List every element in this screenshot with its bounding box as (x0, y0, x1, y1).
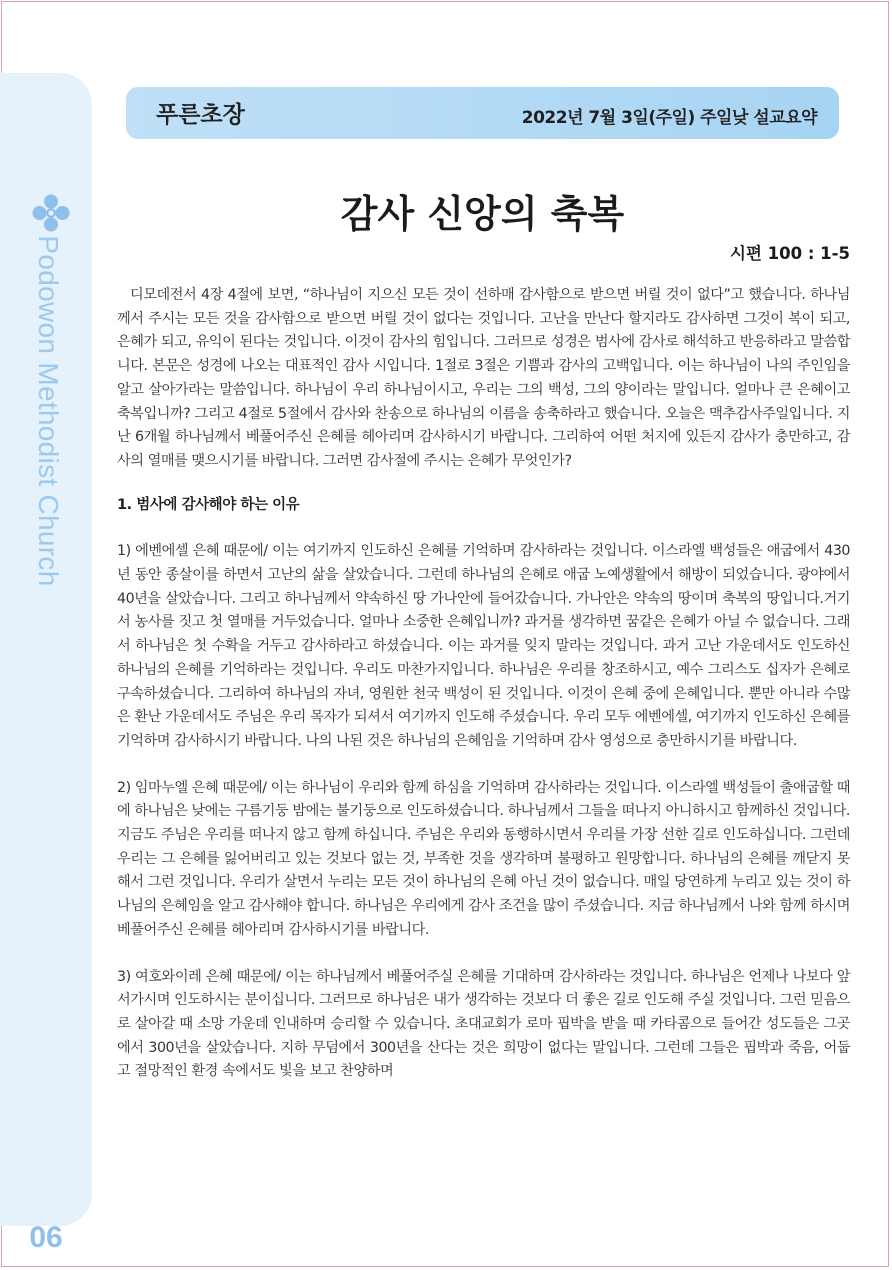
column-title: 푸른초장 (156, 102, 245, 128)
point-3-paragraph: 3) 여호와이레 은혜 때문에/ 이는 하나님께서 베풀어주실 은혜를 기대하며 감사하라는 것입니다. 하나님은 언제나 나보다 앞서가시며 인도하시는 분이십니다. 그러므로 하나님은 내가 생각하는 것보다 더 좋은 길로 인도해 주실 것입니다. 그런 믿음으로 살아갈 때 소망 가운데 인내하며 승리할 수 있습니다. 초대교회가 로마 핍박을 받을 때 카타콤으로 들어간 성도들은 그곳에서 300년을 살았습니다. 지하 무덤에서 300년을 산다는 것은 희망이 없다는 말입니다. 그런데 그들은 핍박과 죽음, 어둡고 절망적인 환경 속에서도 빛을 보고 찬양하며 (117, 968, 850, 1080)
scripture-reference: 시편 100 : 1-5 (730, 244, 850, 263)
sidebar (0, 73, 92, 1254)
sermon-body (117, 284, 850, 1084)
point-2-paragraph: 2) 임마누엘 은혜 때문에/ 이는 하나님이 우리와 함께 하심을 기억하며 감사하라는 것입니다. 이스라엘 백성들이 출애굽할 때에 하나님은 낮에는 구름기둥 밤에는 불기둥으로 인도하셨습니다. 하나님께서 그들을 떠나지 아니하시고 함께하신 것입니다. 지금도 주님은 우리를 떠나지 않고 함께 하십니다. 주님은 우리와 동행하시면서 우리를 가장 선한 길로 인도하십니다. 그런데 우리는 그 은혜를 잃어버리고 있는 것보다 없는 것, 부족한 것을 생각하며 불평하고 원망합니다. 하나님의 은혜를 깨닫지 못해서 그런 것입니다. 우리가 살면서 누리는 모든 것이 하나님의 은혜 아닌 것이 없습니다. 매일 당연하게 누리고 있는 것이 하나님의 은혜임을 알고 감사해야 합니다. 하나님은 우리에게 감사 조건을 많이 주셨습니다. 지금 하나님께서 나와 함께 하시며 베풀어주신 은혜를 헤아리며 감사하시기를 바랍니다. (117, 779, 850, 938)
cross-flower-icon (32, 194, 70, 232)
header-bar (126, 87, 839, 139)
church-name: Podowon Methodist Church (33, 235, 64, 587)
point-1-paragraph: 1) 에벤에셀 은혜 때문에/ 이는 여기까지 인도하신 은혜를 기억하며 감사하라는 것입니다. 이스라엘 백성들은 애굽에서 430년 동안 종살이를 하면서 고난의 삶을 살았습니다. 그런데 하나님의 은혜로 애굽 노예생활에서 해방이 되었습니다. 광야에서 40년을 살았습니다. 그리고 하나님께서 약속하신 땅 가나안에 들어갔습니다. 가나안은 약속의 땅이며 축복의 땅입니다.거기서 농사를 짓고 첫 열매를 거두었습니다. 얼마나 소중한 은혜입니까? 과거를 생각하면 꿈같은 은혜가 아닐 수 없습니다. 그래서 하나님은 첫 수확을 거두고 감사하라고 하셨습니다. 이는 과거를 잊지 말라는 것입니다. 과거 고난 가운데서도 인도하신 하나님의 은혜를 기억하라는 것입니다. 우리도 마찬가지입니다. 하나님은 우리를 창조하시고, 예수 그리스도 십자가 은혜로 구속하셨습니다. 그리하여 하나님의 자녀, 영원한 천국 백성이 된 것입니다. 이것이 은혜 중에 은혜입니다. 뿐만 아니라 수많은 환난 가운데서도 주님은 우리 목자가 되셔서 여기까지 인도해 주셨습니다. 우리 모두 에벤에셀, 여기까지 인도하신 은혜를 기억하며 감사하시기 바랍니다. 나의 나된 것은 하나님의 은혜임을 기억하며 감사 영성으로 충만하시기를 바랍니다. (117, 543, 850, 749)
sermon-date-info: 2022년 7월 3일(주일) 주일낮 설교요약 (521, 108, 817, 128)
intro-paragraph: 디모데전서 4장 4절에 보면, “하나님이 지으신 모든 것이 선하매 감사함으로 받으면 버릴 것이 없다”고 했습니다. 하나님께서 주시는 모든 것을 감사함으로 받으면 버릴 것이 없다는 것입니다. 고난을 만난다 할지라도 감사하면 그것이 복이 되고, 은혜가 되고, 유익이 된다는 것입니다. 이것이 감사의 힘입니다. 그러므로 성경은 범사에 감사로 해석하고 반응하라고 말씀합니다. 본문은 성경에 나오는 대표적인 감사 시입니다. 1절로 3절은 기쁨과 감사의 고백입니다. 이는 하나님이 나의 주인임을 알고 살아가라는 말씀입니다. 하나님이 우리 하나님이시고, 우리는 그의 백성, 그의 양이라는 말입니다. 얼마나 큰 은혜이고 축복입니까? 그리고 4절로 5절에서 감사와 찬송으로 하나님의 이름을 송축하라고 했습니다. 오늘은 맥추감사주일입니다. 지난 6개월 하나님께서 베풀어주신 은혜를 헤아리며 감사하시기 바랍니다. 그리하여 어떤 처지에 있든지 감사가 충만하고, 감사의 열매를 맺으시기를 바랍니다. 그러면 감사절에 주시는 은혜가 무엇인가? (117, 287, 850, 469)
section-heading: 1. 범사에 감사해야 하는 이유 (117, 496, 300, 513)
page-number: 06 (29, 1221, 63, 1254)
sermon-title: 감사 신앙의 축복 (340, 191, 625, 236)
